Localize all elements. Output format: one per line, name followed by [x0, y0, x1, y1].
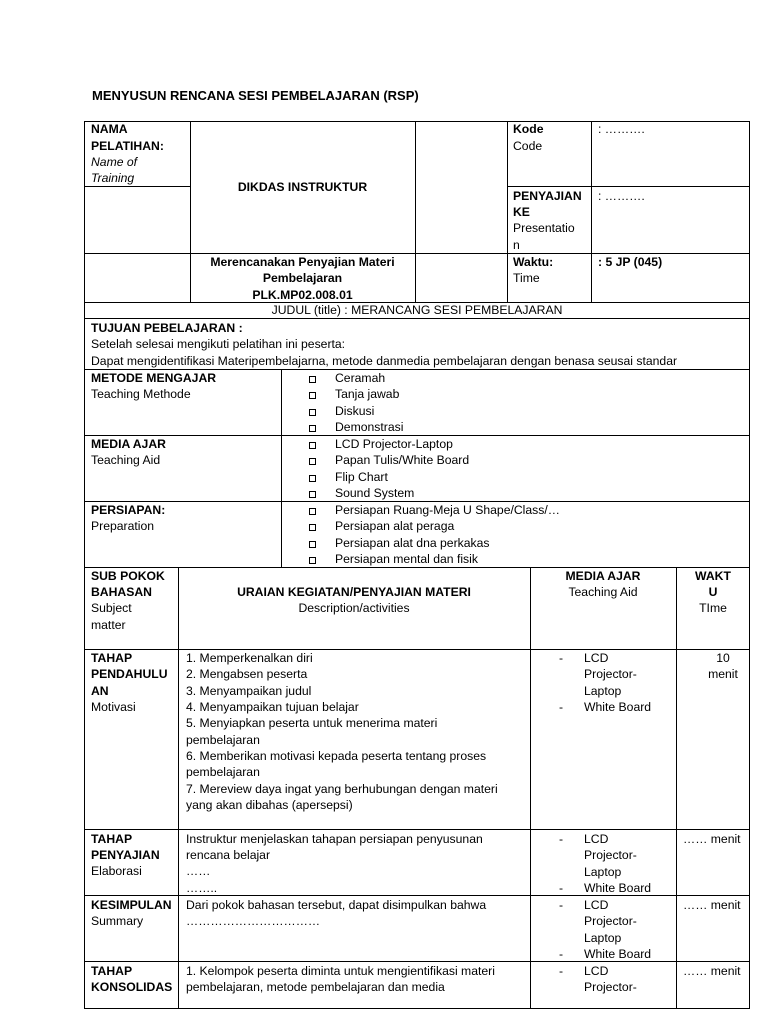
persiapan-en: Preparation — [91, 519, 155, 533]
tujuan-line-2: Dapat mengidentifikasi Materipembelajarna, metode danmedia pembelajaran dengan benasa seusai standar — [91, 354, 678, 368]
r4-time: …… menit — [683, 964, 741, 978]
nama-en-1: Name of — [91, 155, 138, 169]
list-item: Diskusi — [306, 403, 403, 419]
th-sub-2: BAHASAN — [91, 585, 152, 599]
r3-media-list — [559, 897, 651, 962]
waktu-en: Time — [513, 271, 540, 285]
checkbox-square-icon — [309, 557, 316, 564]
list-item: Demonstrasi — [306, 419, 403, 435]
penyajian-value: : ………. — [598, 189, 645, 203]
r2-en: Elaborasi — [91, 864, 142, 878]
list-item: Persiapan Ruang-Meja U Shape/Class/… — [306, 502, 560, 518]
nama-en-2: Training — [91, 171, 135, 185]
waktu-value: : 5 JP (045) — [598, 255, 663, 269]
metode-label: METODE MENGAJAR — [91, 371, 217, 385]
checkbox-square-icon — [309, 491, 316, 498]
r3-desc-0: Dari pokok bahasan tersebut, dapat disimpulkan bahwa — [186, 898, 487, 912]
r1-desc-4: 5. Menyiapkan peserta untuk menerima materi — [186, 716, 438, 730]
list-item: Flip Chart — [306, 469, 469, 485]
r1-label-3: AN — [91, 684, 109, 698]
persiapan-label: PERSIAPAN: — [91, 503, 166, 517]
r1-desc-7: pembelajaran — [186, 765, 260, 779]
metode-list — [306, 370, 403, 435]
list-item: LCD Projector-Laptop — [306, 436, 469, 452]
checkbox-square-icon — [309, 508, 316, 515]
r1-label-1: TAHAP — [91, 651, 133, 665]
kode-label: Kode — [513, 122, 544, 136]
checkbox-square-icon — [309, 458, 316, 465]
header-table — [84, 121, 750, 319]
checkbox-square-icon — [309, 475, 316, 482]
r3-en: Summary — [91, 914, 144, 928]
r1-desc-2: 3. Menyampaikan judul — [186, 684, 312, 698]
r1-desc-1: 2. Mengabsen peserta — [186, 667, 308, 681]
checkbox-square-icon — [309, 409, 316, 416]
media-en: Teaching Aid — [91, 453, 161, 467]
document-title: MENYUSUN RENCANA SESI PEMBELAJARAN (RSP) — [92, 88, 419, 103]
list-item: - LCD Projector- Laptop — [559, 832, 637, 879]
r1-time-1: 10 — [716, 651, 730, 665]
th-waktu-2: U — [708, 585, 718, 599]
list-item: Persiapan alat dna perkakas — [306, 535, 560, 551]
r2-label-2: PENYAJIAN — [91, 848, 160, 862]
checkbox-square-icon — [309, 425, 316, 432]
r4-media-list — [559, 963, 637, 996]
waktu-label: Waktu: — [513, 255, 554, 269]
r3-time: …… menit — [683, 898, 741, 912]
checkbox-square-icon — [309, 392, 316, 399]
unit-title-1: Merencanakan Penyajian Materi — [210, 255, 395, 269]
r1-desc-6: 6. Memberikan motivasi kepada peserta tentang proses — [186, 749, 487, 763]
r1-time-2: menit — [708, 667, 738, 681]
r4-label-2: KONSOLIDAS — [91, 980, 173, 994]
r1-desc-8: 7. Mereview daya ingat yang berhubungan dengan materi — [186, 782, 498, 796]
list-item: Ceramah — [306, 370, 403, 386]
r3-desc-1: …………………………… — [186, 914, 321, 928]
tujuan-label: TUJUAN PEBELAJARAN : — [91, 321, 243, 335]
checkbox-square-icon — [309, 524, 316, 531]
th-sub-en-2: matter — [91, 618, 126, 632]
kode-value: : ………. — [598, 122, 645, 136]
unit-title-2: Pembelajaran — [262, 271, 343, 285]
list-item: Persiapan alat peraga — [306, 518, 560, 534]
tujuan-line-1: Setelah selesai mengikuti pelatihan ini peserta: — [91, 337, 346, 351]
list-item: Persiapan mental dan fisik — [306, 551, 560, 567]
checkbox-square-icon — [309, 376, 316, 383]
list-item: - White Board — [559, 699, 652, 714]
r3-label-1: KESIMPULAN — [91, 898, 172, 912]
r1-media-list — [559, 650, 651, 715]
penyajian-label-2: KE — [513, 205, 530, 219]
r2-label-1: TAHAP — [91, 832, 133, 846]
list-item: - White Board — [559, 946, 652, 961]
persiapan-list — [306, 502, 560, 567]
list-item: - White Board — [559, 880, 652, 895]
judul-row: JUDUL (title) : MERANCANG SESI PEMBELAJARAN — [271, 303, 563, 317]
th-media: MEDIA AJAR — [565, 569, 641, 583]
th-waktu-1: WAKT — [695, 569, 731, 583]
r2-desc-1: rencana belajar — [186, 848, 271, 862]
r1-desc-5: pembelajaran — [186, 733, 260, 747]
nama-label-2: PELATIHAN: — [91, 139, 164, 153]
r2-time: …… menit — [683, 832, 741, 846]
r1-desc-9: yang akan dibahas (apersepsi) — [186, 798, 353, 812]
r2-media-list — [559, 831, 651, 896]
training-name: DIKDAS INSTRUKTUR — [237, 180, 368, 194]
th-sub-1: SUB POKOK — [91, 569, 165, 583]
penyajian-en-2: n — [513, 238, 520, 252]
th-waktu-en: TIme — [699, 601, 727, 615]
r4-desc-0: 1. Kelompok peserta diminta untuk mengientifikasi materi — [186, 964, 495, 978]
th-uraian-en: Description/activities — [298, 601, 410, 615]
list-item: Tanja jawab — [306, 386, 403, 402]
r1-desc-3: 4. Menyampaikan tujuan belajar — [186, 700, 359, 714]
list-item: Papan Tulis/White Board — [306, 452, 469, 468]
r1-en: Motivasi — [91, 700, 136, 714]
r1-label-2: PENDAHULU — [91, 667, 168, 681]
r4-label-1: TAHAP — [91, 964, 133, 978]
kode-en: Code — [513, 139, 543, 153]
list-item: - LCD Projector- — [559, 964, 637, 995]
r1-desc-0: 1. Memperkenalkan diri — [186, 651, 313, 665]
penyajian-en-1: Presentatio — [513, 221, 575, 235]
r4-desc-1: pembelajaran, metode pembelajaran dan media — [186, 980, 445, 994]
th-sub-en-1: Subject — [91, 601, 132, 615]
checkbox-square-icon — [309, 442, 316, 449]
r2-desc-0: Instruktur menjelaskan tahapan persiapan penyusunan — [186, 832, 483, 846]
th-uraian: URAIAN KEGIATAN/PENYAJIAN MATERI — [237, 585, 471, 599]
list-item: - LCD Projector- Laptop — [559, 651, 637, 698]
r2-desc-2: …… — [186, 864, 211, 878]
media-label: MEDIA AJAR — [91, 437, 166, 451]
penyajian-label-1: PENYAJIAN — [513, 189, 582, 203]
unit-code: PLK.MP02.008.01 — [252, 288, 353, 302]
list-item: Sound System — [306, 485, 469, 501]
nama-label-1: NAMA — [91, 122, 128, 136]
metode-en: Teaching Methode — [91, 387, 191, 401]
th-media-en: Teaching Aid — [568, 585, 638, 599]
list-item: - LCD Projector- Laptop — [559, 898, 637, 945]
r2-desc-3: …….. — [186, 881, 218, 895]
media-list — [306, 436, 469, 501]
checkbox-square-icon — [309, 541, 316, 548]
